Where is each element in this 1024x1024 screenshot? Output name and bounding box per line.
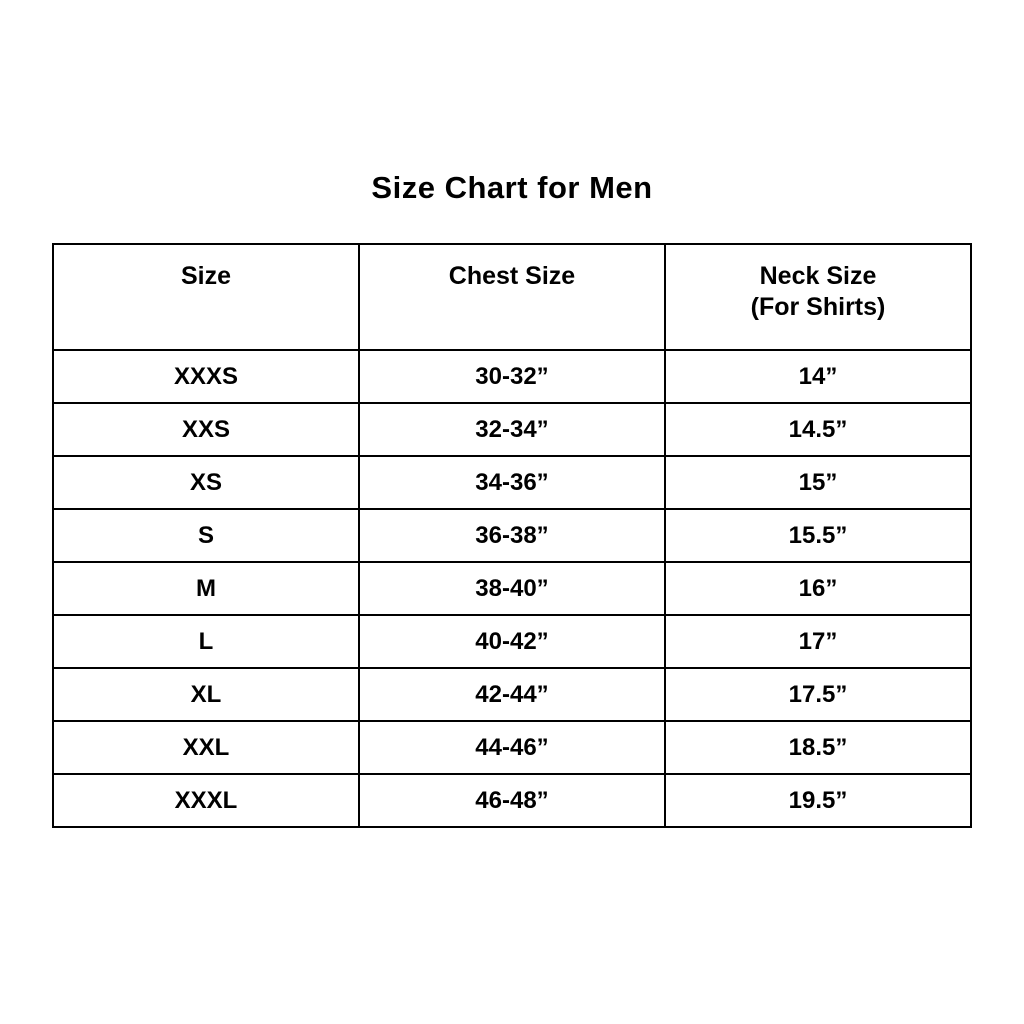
table-row xyxy=(53,615,971,668)
column-header-size xyxy=(53,244,359,350)
column-header-chest-size-label: Chest Size xyxy=(448,262,576,290)
cell-size: L xyxy=(53,615,359,668)
table-row xyxy=(53,509,971,562)
column-header-neck-size xyxy=(665,244,971,350)
cell-neck: 15.5” xyxy=(665,509,971,562)
cell-chest: 36-38” xyxy=(359,509,665,562)
size-table-header xyxy=(53,244,971,350)
cell-neck: 18.5” xyxy=(665,721,971,774)
cell-neck: 19.5” xyxy=(665,774,971,827)
cell-chest: 46-48” xyxy=(359,774,665,827)
table-row xyxy=(53,721,971,774)
table-row xyxy=(53,403,971,456)
cell-neck: 16” xyxy=(665,562,971,615)
table-row xyxy=(53,456,971,509)
cell-neck: 17” xyxy=(665,615,971,668)
page-title: Size Chart for Men xyxy=(371,170,653,205)
cell-size: S xyxy=(53,509,359,562)
table-row xyxy=(53,668,971,721)
cell-neck: 15” xyxy=(665,456,971,509)
cell-chest: 32-34” xyxy=(359,403,665,456)
column-header-neck-size-label: Neck Size xyxy=(759,262,877,290)
column-header-size-label: Size xyxy=(180,262,232,290)
cell-chest: 30-32” xyxy=(359,350,665,403)
cell-size: XXL xyxy=(53,721,359,774)
cell-size: XXS xyxy=(53,403,359,456)
column-header-neck-size-sublabel: (For Shirts) xyxy=(750,293,886,321)
cell-size: XXXL xyxy=(53,774,359,827)
table-row xyxy=(53,774,971,827)
cell-size: M xyxy=(53,562,359,615)
cell-chest: 44-46” xyxy=(359,721,665,774)
column-header-chest-size xyxy=(359,244,665,350)
size-chart-table xyxy=(52,243,972,828)
cell-size: XS xyxy=(53,456,359,509)
cell-size: XL xyxy=(53,668,359,721)
size-table-body xyxy=(53,350,971,827)
table-row xyxy=(53,350,971,403)
cell-neck: 17.5” xyxy=(665,668,971,721)
cell-chest: 40-42” xyxy=(359,615,665,668)
cell-size: XXXS xyxy=(53,350,359,403)
cell-neck: 14” xyxy=(665,350,971,403)
cell-chest: 34-36” xyxy=(359,456,665,509)
header-row xyxy=(53,244,971,350)
cell-chest: 38-40” xyxy=(359,562,665,615)
cell-neck: 14.5” xyxy=(665,403,971,456)
table-row xyxy=(53,562,971,615)
cell-chest: 42-44” xyxy=(359,668,665,721)
